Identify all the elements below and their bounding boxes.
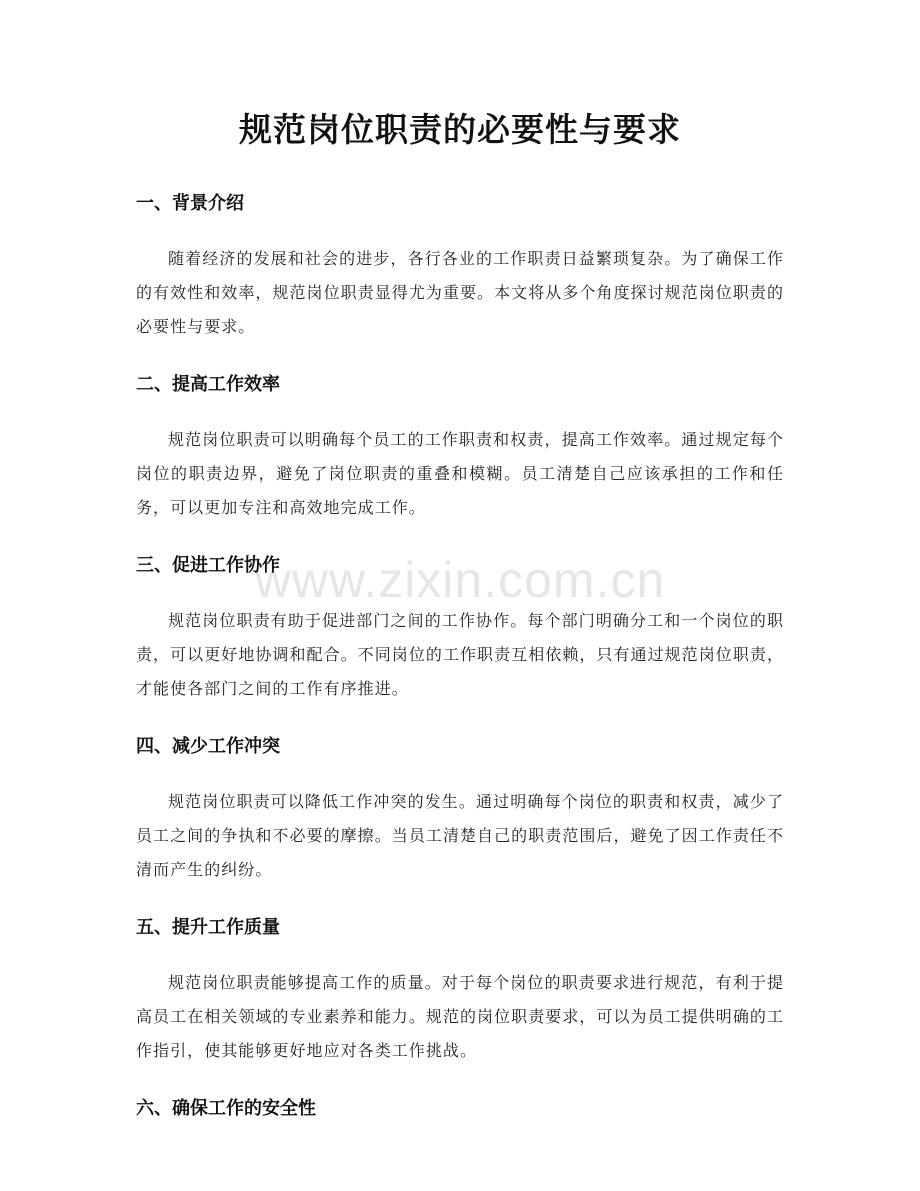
section-efficiency [136,367,784,525]
section-heading: 六、确保工作的安全性 [136,1098,316,1119]
section-conflict [136,729,784,887]
section-quality [136,910,784,1068]
section-paragraph: 随着经济的发展和社会的进步，各行各业的工作职责日益繁琐复杂。为了确保工作的有效性和效率，规范岗位职责显得尤为重要。本文将从多个角度探讨规范岗位职责的必要性与要求。 [136,249,784,336]
section-heading: 一、背景介绍 [136,193,244,214]
section-heading: 二、提高工作效率 [136,374,280,395]
section-background [136,186,784,344]
section-heading: 三、促进工作协作 [136,555,280,576]
section-paragraph: 规范岗位职责有助于促进部门之间的工作协作。每个部门明确分工和一个岗位的职责，可以更好地协调和配合。不同岗位的工作职责互相依赖，只有通过规范岗位职责，才能使各部门之间的工作有序推进。 [136,611,784,698]
section-paragraph: 规范岗位职责可以降低工作冲突的发生。通过明确每个岗位的职责和权责，减少了员工之间的争执和不必要的摩擦。当员工清楚自己的职责范围后，避免了因工作责任不清而产生的纠纷。 [136,792,784,879]
section-paragraph: 规范岗位职责可以明确每个员工的工作职责和权责，提高工作效率。通过规定每个岗位的职责边界，避免了岗位职责的重叠和模糊。员工清楚自己应该承担的工作和任务，可以更加专注和高效地完成工作。 [136,430,784,517]
section-heading: 四、减少工作冲突 [136,736,280,757]
watermark: www.zixin.com.cn [254,552,666,608]
section-heading: 五、提升工作质量 [136,917,280,938]
document-title: 规范岗位职责的必要性与要求 [239,110,681,149]
section-collaboration [136,548,784,706]
section-safety [136,1091,784,1127]
section-paragraph: 规范岗位职责能够提高工作的质量。对于每个岗位的职责要求进行规范，有利于提高员工在相关领域的专业素养和能力。规范的岗位职责要求，可以为员工提供明确的工作指引，使其能够更好地应对各类工作挑战。 [136,973,784,1060]
document-sections [136,186,784,1127]
